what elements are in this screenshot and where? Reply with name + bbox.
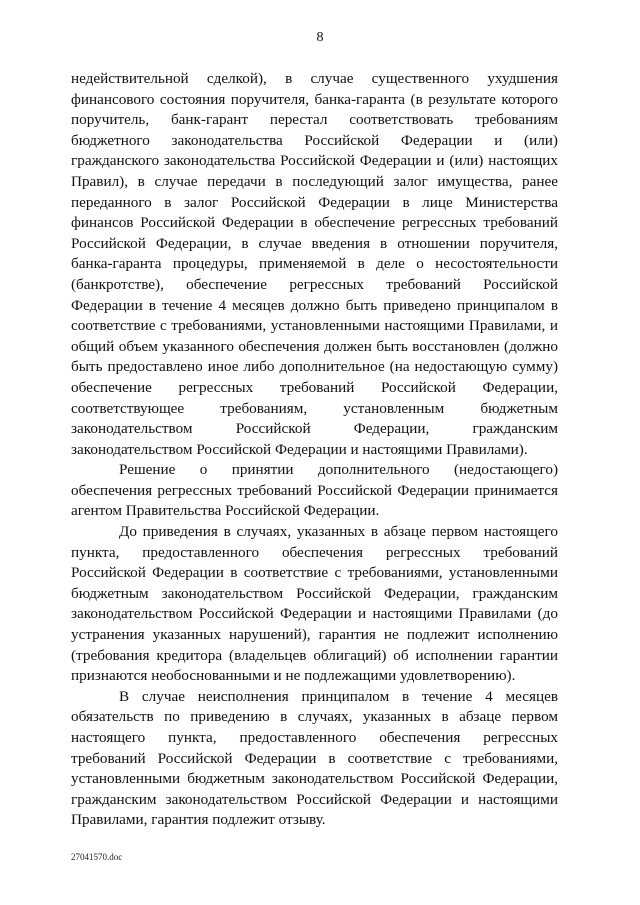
document-body xyxy=(71,69,558,831)
paragraph-before-compliance: До приведения в случаях, указанных в абзаце первом настоящего пункта, предоставленного обеспечения регрессных требований Российской Федерации в соответствие с требованиями, установленными бюджетным законодательством Российской Федерации, гражданским законодательством Российской Федерации и настоящими Правилами (до устранения указанных нарушений), гарантия не подлежит исполнению (требования кредитора (владельцев облигаций) об исполнении гарантии признаются необоснованными и не подлежащими удовлетворению). xyxy=(71,523,558,685)
paragraph-non-fulfillment: В случае неисполнения принципалом в течение 4 месяцев обязательств по приведению в случаях, указанных в абзаце первом настоящего пункта, предоставленного обеспечения регрессных требований Российской Федерации в соответствие с требованиями, установленными бюджетным законодательством Российской Федерации, гражданским законодательством Российской Федерации и настоящими Правилами, гарантия подлежит отзыву. xyxy=(71,687,558,829)
page-number: 8 xyxy=(316,30,324,45)
footer-document-code: 27041570.doc xyxy=(71,852,123,862)
paragraph-continued: недействительной сделкой), в случае существенного ухудшения финансового состояния поручителя, банка-гаранта (в результате которого поручитель, банк-гарант перестал соответствовать требованиям бюджетного законодательства Российской Федерации и (или) гражданского законодательства Российской Федерации и (или) настоящих Правил), в случае передачи в последующий залог имущества, ранее переданного в залог Российской Федерации в лице Министерства финансов Российской Федерации в обеспечение регрессных требований Российской Федерации, в случае введения в отношении поручителя, банка-гаранта процедуры, применяемой в деле о несостоятельности (банкротстве), обеспечение регрессных требований Российской Федерации в течение 4 месяцев должно быть приведено принципалом в соответствие с требованиями, установленными настоящими Правилами, и общий объем указанного обеспечения должен быть восстановлен (должно быть предоставлено иное либо дополнительное (на недостающую сумму) обеспечение регрессных требований Российской Федерации, соответствующее требованиям, установленным бюджетным законодательством Российской Федерации, гражданским законодательством Российской Федерации и настоящими Правилами). xyxy=(71,70,558,458)
paragraph-decision: Решение о принятии дополнительного (недостающего) обеспечения регрессных требований Российской Федерации принимается агентом Правительства Российской Федерации. xyxy=(71,461,558,520)
